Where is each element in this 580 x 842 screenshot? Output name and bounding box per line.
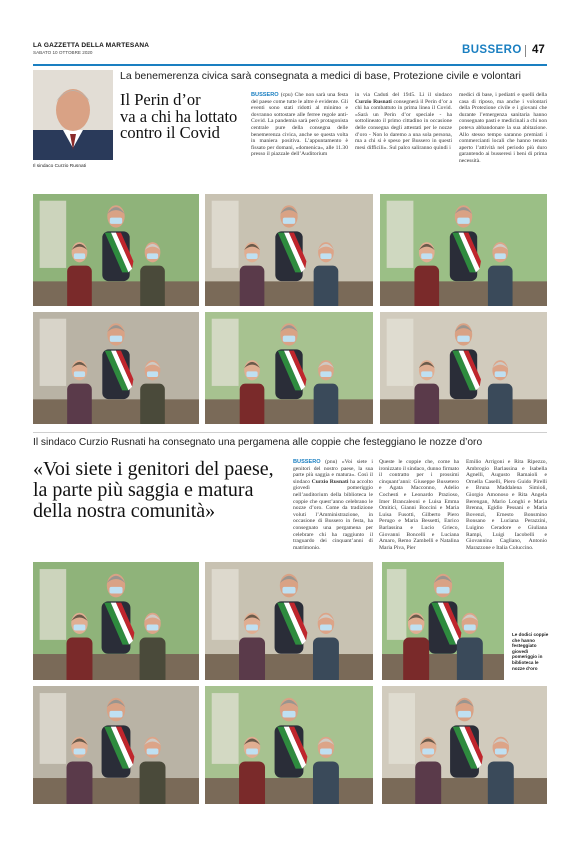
masthead: [33, 42, 149, 55]
article2-col1-text-a: «Voi siete i genitori del nostro paese, la sua parte più saggia e matura». Così il sindaco: [293, 459, 373, 485]
article2-place: BUSSERO: [293, 459, 321, 465]
anniversary-couple-top-photo: [380, 194, 547, 306]
article2-headline-line1: «Voi siete i genitori del paese,: [33, 458, 274, 480]
article1-column1: [251, 92, 348, 158]
anniversary-couple-top-photo: [380, 312, 547, 424]
section-label: BUSSERO: [462, 44, 522, 56]
paper-name: LA GAZZETTA DELLA MARTESANA: [33, 42, 150, 49]
article2-headline-line3: della nostra comunità»: [33, 500, 216, 522]
article2-col2-text: Queste le coppie che, come ha ironizzato il sindaco, dunno firmato il contratto per i prossimi cinquant’anni: Giuseppe Bussetero e Agata Macconno, Adelio Cochesti e Leonardo Prazioso, Imer Brancaleoni e Luisa Emma Omitici, Gianni Boccini e Maria Luisa Fusotti, Gilberto Piero Perugo e Maria Bessetti, Enrico Barlassina e Lucio Grieco, Giovanni Boncelli e Luciana Amaro, Remo Zambelli e Natalina Maria Piva, Pier: [379, 459, 460, 551]
article2-headline: [33, 459, 274, 522]
article1-col2-text-b: consegnerà il Perin d’or a chi ha combattuto in prima linea il Covid. «Sarà un Perin d’or speciale - ha sottolineato il primo cittadino in occasione delle consegna degli attestati per le nozze d’oro - Non lo daremo a una sola persona, ma a chi si è speso per Bussero in questi mesi difficili». Sul palco saliranno quindi i: [355, 98, 452, 151]
article1-col1-text: Che non sarà una festa del paese come tutte le altre è evidente. Gli eventi sono stati ridotti al minimo e dovranno sottostare alle ferree regole anti-Covid. La pandemia sarà però protagonista centrale pure della consegna delle benemerenza civica, anche se questa volta in maniera positiva. L’appuntamento è fissato per domani, «domenica», alle 11.30 presso il piazzale dell’Auditorium: [251, 92, 348, 158]
article2-column1: [293, 459, 373, 551]
article1-headline-line1: Il Perin d’or: [120, 90, 201, 109]
article2-mayor-name: Curzio Rusnati: [311, 478, 349, 485]
section-divider: [33, 432, 547, 433]
article1-mayor-name: Curzio Rusnati: [355, 98, 392, 105]
article2-headline-line2: la parte più saggia e matura: [33, 479, 254, 501]
anniversary-couple-bottom-photo: [205, 562, 373, 680]
masthead-separator: [525, 45, 526, 57]
article2-dateline: (pnu): [325, 459, 338, 465]
anniversary-couple-top-photo: [205, 312, 373, 424]
article1-dateline: (cpu): [280, 92, 293, 98]
article2-kicker: Il sindaco Curzio Rusnati ha consegnato una pergamena alle coppie che festeggiano le nozze d’oro: [33, 437, 483, 448]
portrait-caption: Il sindaco Curzio Rusnati: [33, 164, 87, 169]
mayor-portrait: [33, 70, 113, 160]
article2-column2: [379, 459, 459, 551]
article1-column3: [459, 92, 547, 165]
article1-place: BUSSERO: [251, 92, 279, 98]
article1-headline-line2: va a chi ha lottato: [120, 106, 238, 126]
article1-col3-text: medici di base, i pediatri e quelli della casa di riposo, ma anche i volontari della Protezione civile e i giovani che durante l’emergenza sanitaria hanno consegnato pasti e medicinali a chi non poteva abbandonare la sua abitazione. Allo stesso tempo saranno premiati i commercianti locali che hanno tenuto aperto l’attività nel periodo più duro garantendo ai busseresi i beni di prima necessità.: [459, 92, 547, 164]
anniversary-couple-top-photo: [33, 312, 199, 424]
photos-caption: Le dodici coppie che hanno festeggiato giovedì pomeriggio in biblioteca le nozze d’oro: [512, 632, 549, 671]
article2-col3-text: Emilio Arrigoni e Rita Ripezzo, Ambrogio Barlassina e Isabella Agnelli, Augusto Ramaioli e Ornella Caselli, Piero Guido Pirelli e Bruna Maddalena Simioli, Giorgio Amonoso e Rita Angela Berengan, Mario Longhi e Maria Brenna, Egidio Pessani e Maria Bovenzi, Ernesto Bonsmino Bonsano e Luciana Perazzini, Luigino Ceradore e Giuliana Rampi, Luigi Iacobelli e Giovannina Cagliano, Antonio Marazzone e Italia Coluccino.: [466, 459, 547, 551]
anniversary-couple-top-photo: [205, 194, 373, 306]
top-rule: [33, 64, 547, 66]
anniversary-couple-bottom-photo: [205, 686, 373, 804]
article2-column3: [466, 459, 547, 551]
article1-headline-line3: contro il Covid: [120, 123, 220, 142]
issue-date: SABATO 10 OTTOBRE 2020: [33, 50, 93, 55]
anniversary-couple-top-photo: [33, 194, 199, 306]
article1-col2-text-a: in via Caduti del 1945. Lì il sindaco: [355, 92, 452, 98]
anniversary-couple-bottom-photo: [382, 686, 547, 804]
anniversary-couple-bottom-photo: [33, 562, 199, 680]
anniversary-couple-bottom-photo: [382, 562, 504, 680]
article2-col1-text-b: ha accolto giovedì pomeriggio nell’auditorium della biblioteca le coppie che quest’anno celebrano le nozze d’oro. Come da tradizione voluti l’Amministrazione, in occasione di Bussero in festa, ha consegnato una pergamena per celebrare chi ha raggiunto il traguardo dei cinquant’anni di matrimonio.: [293, 478, 373, 551]
article1-headline: [120, 92, 237, 142]
page-number: 47: [532, 44, 545, 56]
anniversary-couple-bottom-photo: [33, 686, 199, 804]
article1-column2: [355, 92, 452, 151]
article1-kicker: La benemerenza civica sarà consegnata a medici di base, Protezione civile e volontari: [120, 70, 521, 82]
